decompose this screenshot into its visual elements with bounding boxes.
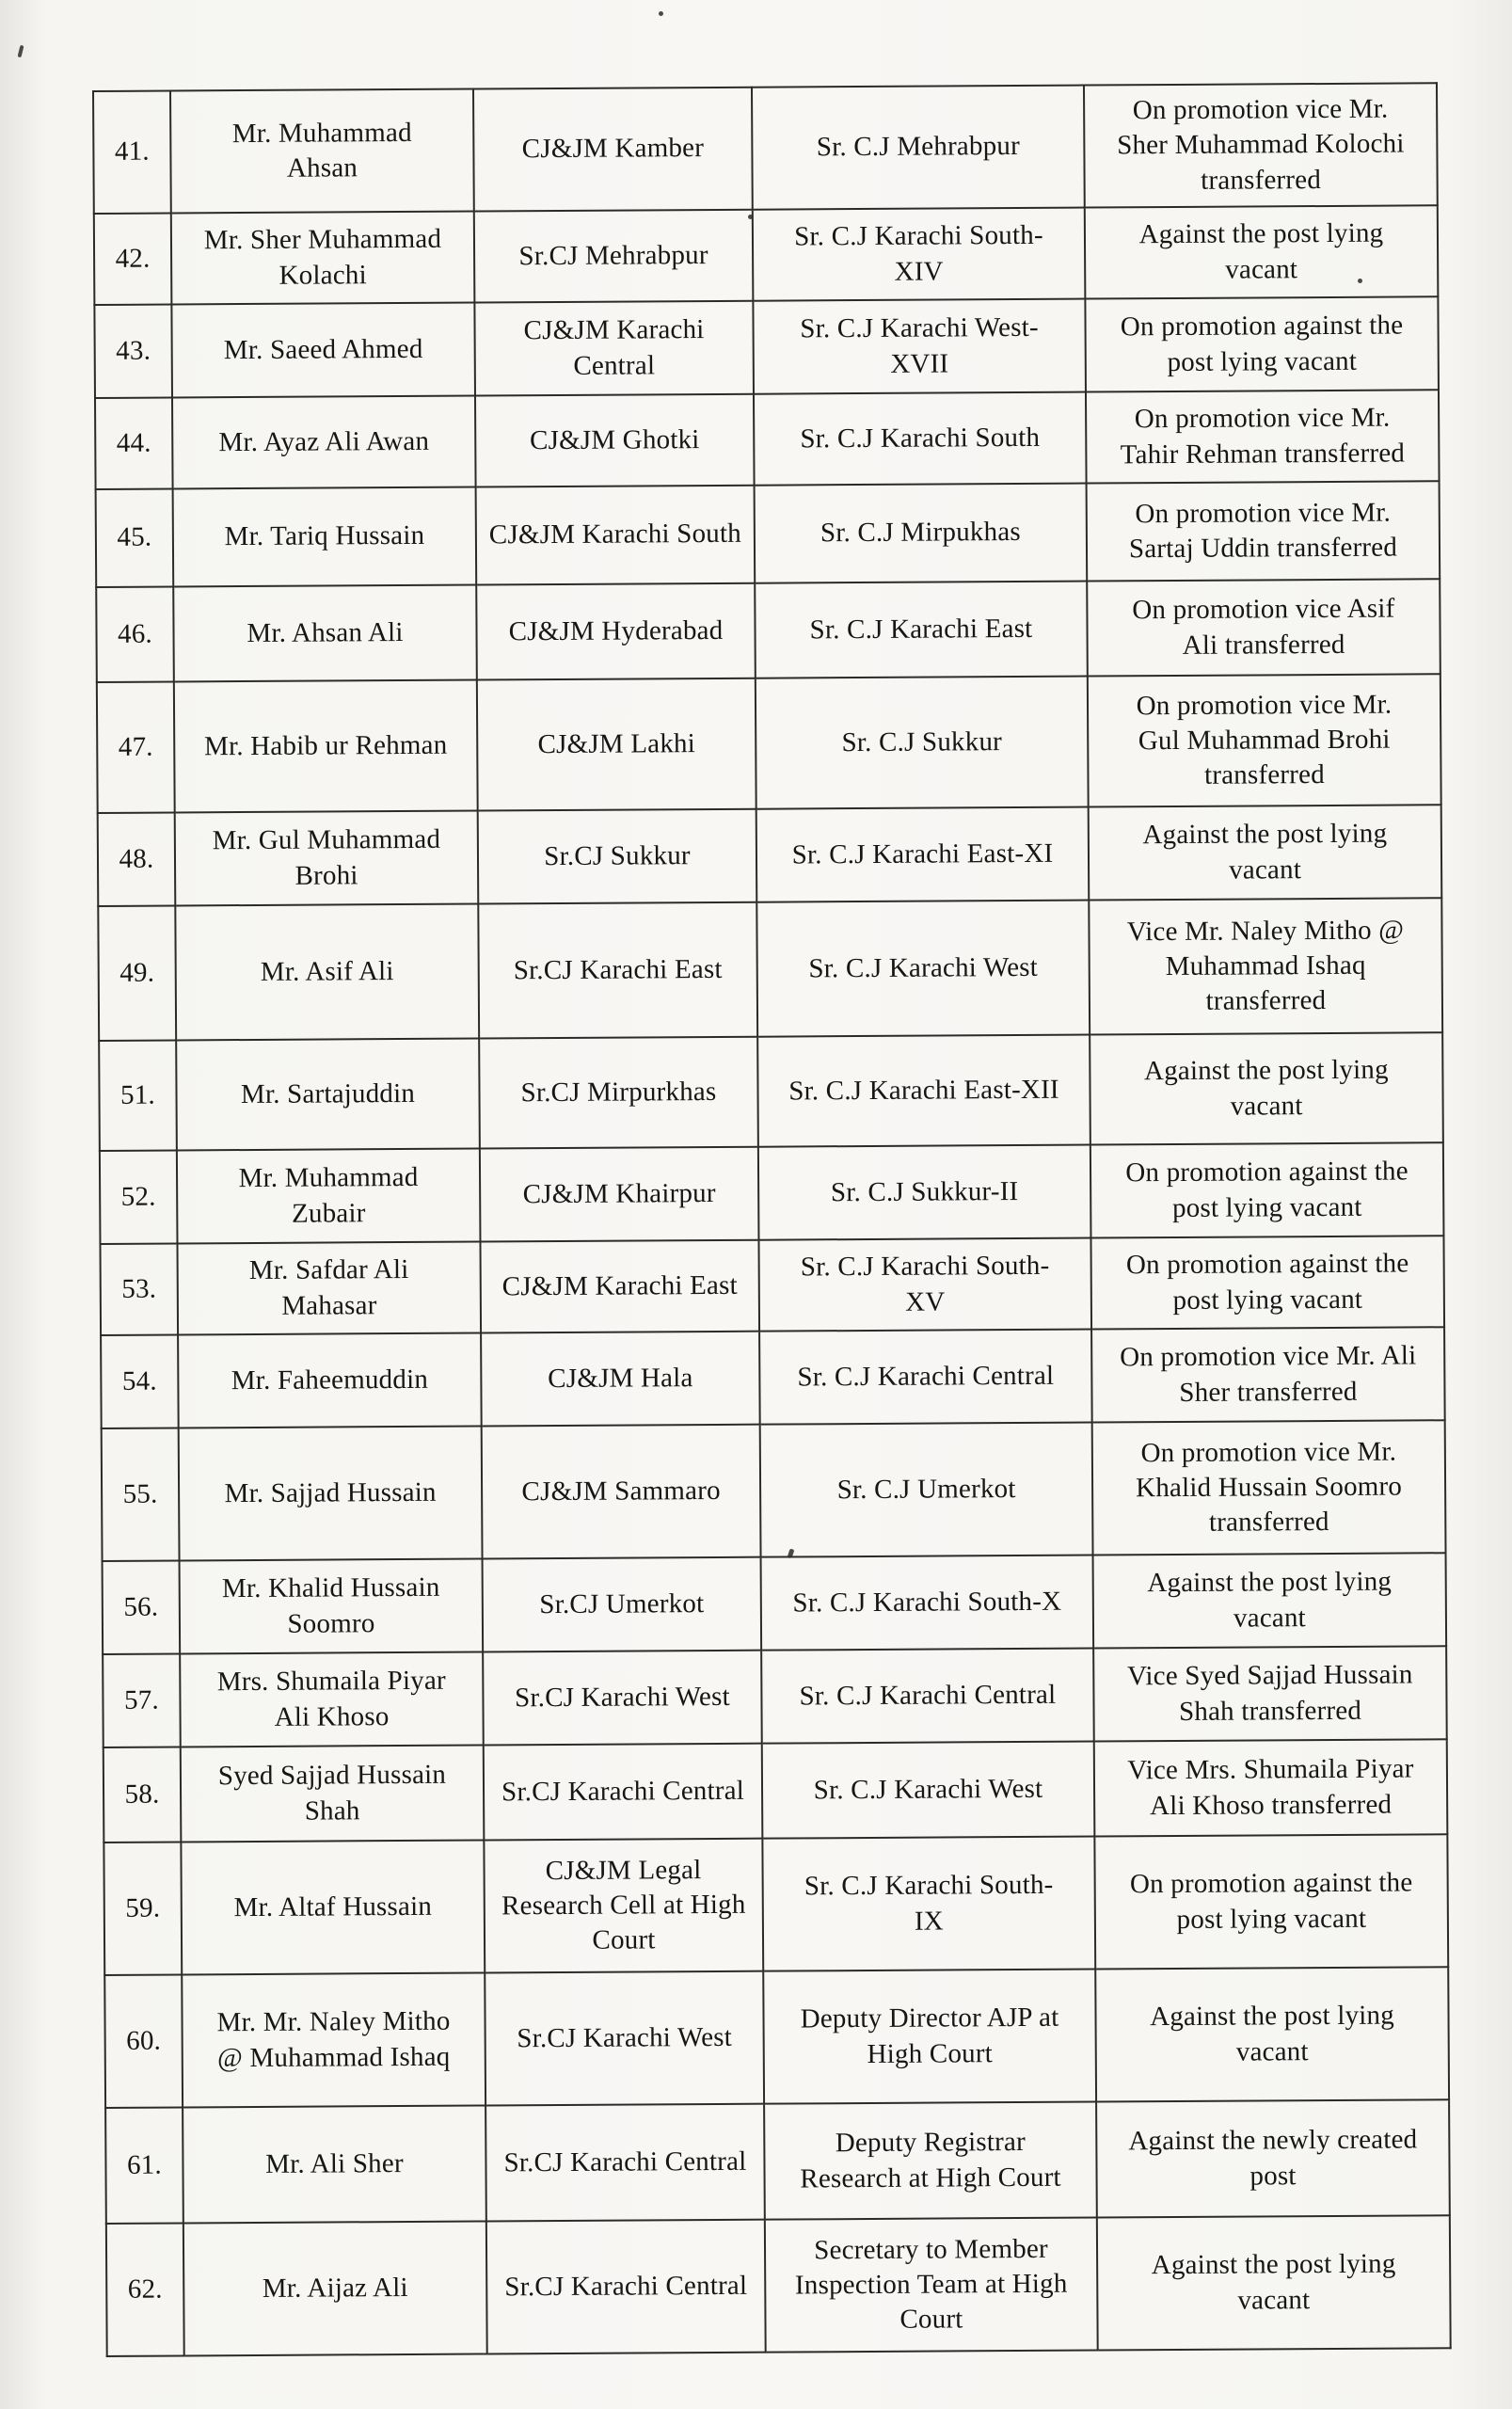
name-cell: Mr. Aijaz Ali (183, 2221, 487, 2355)
name-cell: Mr. Safdar Ali Mahasar (177, 1242, 481, 1335)
table-row (103, 1646, 1447, 1747)
name-cell: Mr. Saeed Ahmed (171, 303, 475, 398)
serial-cell: 52. (100, 1150, 178, 1243)
serial-cell: 56. (103, 1560, 181, 1653)
remarks-cell: Against the post lying vacant (1085, 205, 1439, 298)
table-row (103, 1834, 1448, 1975)
table-row (95, 390, 1440, 489)
table-row (101, 1327, 1445, 1428)
name-cell: Mr. Mr. Naley Mitho @ Muhammad Ishaq (182, 1972, 485, 2107)
serial-cell: 62. (106, 2223, 184, 2355)
scan-artifact (17, 45, 24, 58)
remarks-cell: On promotion vice Mr. Tahir Rehman transferred (1086, 390, 1440, 483)
remarks-cell: On promotion vice Mr. Sartaj Uddin transferred (1087, 481, 1440, 581)
transfer-posting-table (92, 82, 1450, 2357)
name-cell: Syed Sajjad Hussain Shah (181, 1745, 485, 1842)
current-posting-cell: Sr.CJ Karachi Central (484, 1744, 763, 1841)
name-cell: Mr. Muhammad Ahsan (170, 89, 474, 214)
name-cell: Mr. Tariq Hussain (173, 487, 477, 587)
serial-cell: 47. (97, 681, 175, 812)
name-cell: Mr. Khalid Hussain Soomro (180, 1558, 484, 1653)
table-row (96, 481, 1440, 587)
remarks-cell: On promotion against the post lying vacant (1085, 296, 1439, 391)
remarks-cell: Against the post lying vacant (1093, 1553, 1447, 1648)
current-posting-cell: CJ&JM Hala (481, 1332, 760, 1427)
current-posting-cell: Sr.CJ Karachi Central (485, 2104, 765, 2222)
table-row (94, 296, 1439, 398)
remarks-cell: On promotion vice Mr. Sher Muhammad Kolochi transferred (1084, 83, 1438, 207)
serial-cell: 55. (102, 1428, 180, 1560)
serial-cell: 48. (98, 812, 176, 905)
name-cell: Mr. Ali Sher (183, 2105, 486, 2223)
remarks-cell: On promotion vice Mr. Khalid Hussain Soomro transferred (1092, 1420, 1446, 1555)
name-cell: Mr. Ayaz Ali Awan (172, 396, 476, 489)
name-cell: Mr. Altaf Hussain (181, 1840, 485, 1974)
current-posting-cell: CJ&JM Ghotki (475, 394, 755, 487)
serial-cell: 42. (94, 213, 172, 304)
serial-cell: 41. (93, 90, 171, 213)
table-row (96, 579, 1440, 682)
remarks-cell: On promotion against the post lying vacant (1090, 1142, 1444, 1237)
serial-cell: 59. (103, 1842, 182, 1974)
serial-cell: 57. (103, 1653, 181, 1747)
table-row (100, 1236, 1444, 1335)
current-posting-cell: Sr.CJ Mehrabpur (474, 210, 754, 303)
remarks-cell: Vice Syed Sajjad Hussain Shah transferred (1093, 1646, 1447, 1741)
current-posting-cell: Sr.CJ Karachi West (483, 1651, 762, 1746)
serial-cell: 45. (96, 488, 174, 586)
name-cell: Mr. Sartajuddin (176, 1039, 480, 1151)
serial-cell: 49. (98, 905, 176, 1040)
new-posting-cell: Sr. C.J Karachi West (756, 901, 1090, 1037)
new-posting-cell: Sr. C.J Umerkot (760, 1423, 1093, 1557)
new-posting-cell: Sr. C.J Karachi West (762, 1742, 1095, 1839)
serial-cell: 43. (94, 304, 172, 397)
current-posting-cell: Sr.CJ Karachi Central (486, 2220, 766, 2354)
new-posting-cell: Sr. C.J Karachi East-XI (756, 807, 1090, 902)
serial-cell: 58. (103, 1747, 182, 1842)
new-posting-cell: Deputy Director AJP at High Court (763, 1970, 1096, 2104)
new-posting-cell: Sr. C.J Karachi East-XII (757, 1035, 1090, 1147)
table-row (99, 1032, 1443, 1151)
remarks-cell: On promotion vice Mr. Gul Muhammad Brohi transferred (1088, 674, 1441, 806)
name-cell: Mr. Sajjad Hussain (179, 1426, 483, 1560)
name-cell: Mr. Habib ur Rehman (174, 680, 478, 813)
serial-cell: 60. (104, 1974, 183, 2107)
current-posting-cell: CJ&JM Lakhi (477, 678, 756, 811)
new-posting-cell: Sr. C.J Sukkur-II (758, 1145, 1091, 1240)
current-posting-cell: CJ&JM Legal Research Cell at High Court (484, 1839, 763, 1973)
table-row (94, 205, 1439, 305)
remarks-cell: Against the post lying vacant (1089, 805, 1442, 900)
name-cell: Mr. Faheemuddin (178, 1333, 482, 1428)
name-cell: Mr. Ahsan Ali (173, 585, 477, 682)
remarks-cell: On promotion against the post lying vacant (1094, 1834, 1448, 1969)
current-posting-cell: CJ&JM Karachi Central (474, 301, 754, 396)
current-posting-cell: CJ&JM Sammaro (482, 1425, 761, 1559)
new-posting-cell: Sr. C.J Karachi East (755, 582, 1088, 678)
table-row (106, 2215, 1451, 2356)
table-row (98, 805, 1442, 906)
current-posting-cell: Sr.CJ Umerkot (483, 1557, 762, 1652)
name-cell: Mr. Asif Ali (175, 904, 479, 1041)
transfer-table-body (93, 83, 1451, 2356)
current-posting-cell: Sr.CJ Karachi West (485, 1971, 764, 2106)
serial-cell: 44. (95, 397, 173, 488)
table-row (103, 1739, 1448, 1843)
new-posting-cell: Sr. C.J Mirpukhas (755, 484, 1088, 583)
remarks-cell: Vice Mr. Naley Mitho @ Muhammad Ishaq transferred (1089, 898, 1442, 1034)
new-posting-cell: Sr. C.J Karachi South (754, 392, 1087, 486)
serial-cell: 61. (105, 2107, 183, 2223)
table-row (105, 2099, 1450, 2224)
new-posting-cell: Sr. C.J Sukkur (756, 677, 1089, 809)
remarks-cell: On promotion vice Asif Ali transferred (1087, 579, 1440, 676)
table-row (98, 898, 1442, 1041)
name-cell: Mrs. Shumaila Piyar Ali Khoso (180, 1651, 484, 1747)
new-posting-cell: Sr. C.J Karachi Central (761, 1649, 1094, 1744)
serial-cell: 53. (100, 1243, 178, 1334)
current-posting-cell: CJ&JM Kamber (473, 88, 753, 212)
new-posting-cell: Sr. C.J Karachi South-XV (758, 1238, 1091, 1332)
current-posting-cell: CJ&JM Hyderabad (476, 583, 756, 680)
new-posting-cell: Sr. C.J Karachi South-IX (762, 1837, 1095, 1971)
remarks-cell: On promotion against the post lying vacant (1090, 1236, 1444, 1329)
table-row (102, 1420, 1446, 1561)
table-row (103, 1553, 1447, 1654)
current-posting-cell: Sr.CJ Karachi East (478, 902, 757, 1039)
current-posting-cell: Sr.CJ Mirpurkhas (479, 1037, 758, 1149)
current-posting-cell: Sr.CJ Sukkur (478, 809, 757, 904)
current-posting-cell: CJ&JM Karachi South (476, 486, 756, 585)
table-row (100, 1142, 1444, 1244)
remarks-cell: Against the post lying vacant (1090, 1032, 1443, 1144)
remarks-cell: Against the newly created post (1096, 2099, 1450, 2217)
serial-cell: 51. (99, 1040, 177, 1150)
name-cell: Mr. Sher Muhammad Kolachi (171, 212, 475, 305)
serial-cell: 46. (96, 586, 174, 681)
new-posting-cell: Secretary to Member Inspection Team at High Court (765, 2218, 1098, 2353)
table-row (93, 83, 1438, 214)
serial-cell: 54. (101, 1334, 179, 1428)
new-posting-cell: Sr. C.J Karachi West-XVII (753, 299, 1086, 394)
remarks-cell: Against the post lying vacant (1095, 1967, 1449, 2101)
current-posting-cell: CJ&JM Karachi East (480, 1240, 759, 1333)
name-cell: Mr. Gul Muhammad Brohi (175, 811, 479, 906)
remarks-cell: Against the post lying vacant (1097, 2215, 1451, 2350)
new-posting-cell: Deputy Registrar Research at High Court (764, 2102, 1097, 2220)
scan-artifact (659, 11, 663, 16)
remarks-cell: Vice Mrs. Shumaila Piyar Ali Khoso transferred (1094, 1739, 1448, 1836)
new-posting-cell: Sr. C.J Karachi Central (759, 1330, 1092, 1425)
new-posting-cell: Sr. C.J Karachi South-XIV (753, 208, 1086, 301)
table-row (104, 1967, 1449, 2108)
new-posting-cell: Sr. C.J Mehrabpur (752, 86, 1085, 210)
name-cell: Mr. Muhammad Zubair (177, 1149, 481, 1244)
remarks-cell: On promotion vice Mr. Ali Sher transferred (1091, 1327, 1445, 1422)
table-row (97, 674, 1441, 813)
current-posting-cell: CJ&JM Khairpur (480, 1147, 759, 1242)
new-posting-cell: Sr. C.J Karachi South-X (761, 1555, 1094, 1651)
